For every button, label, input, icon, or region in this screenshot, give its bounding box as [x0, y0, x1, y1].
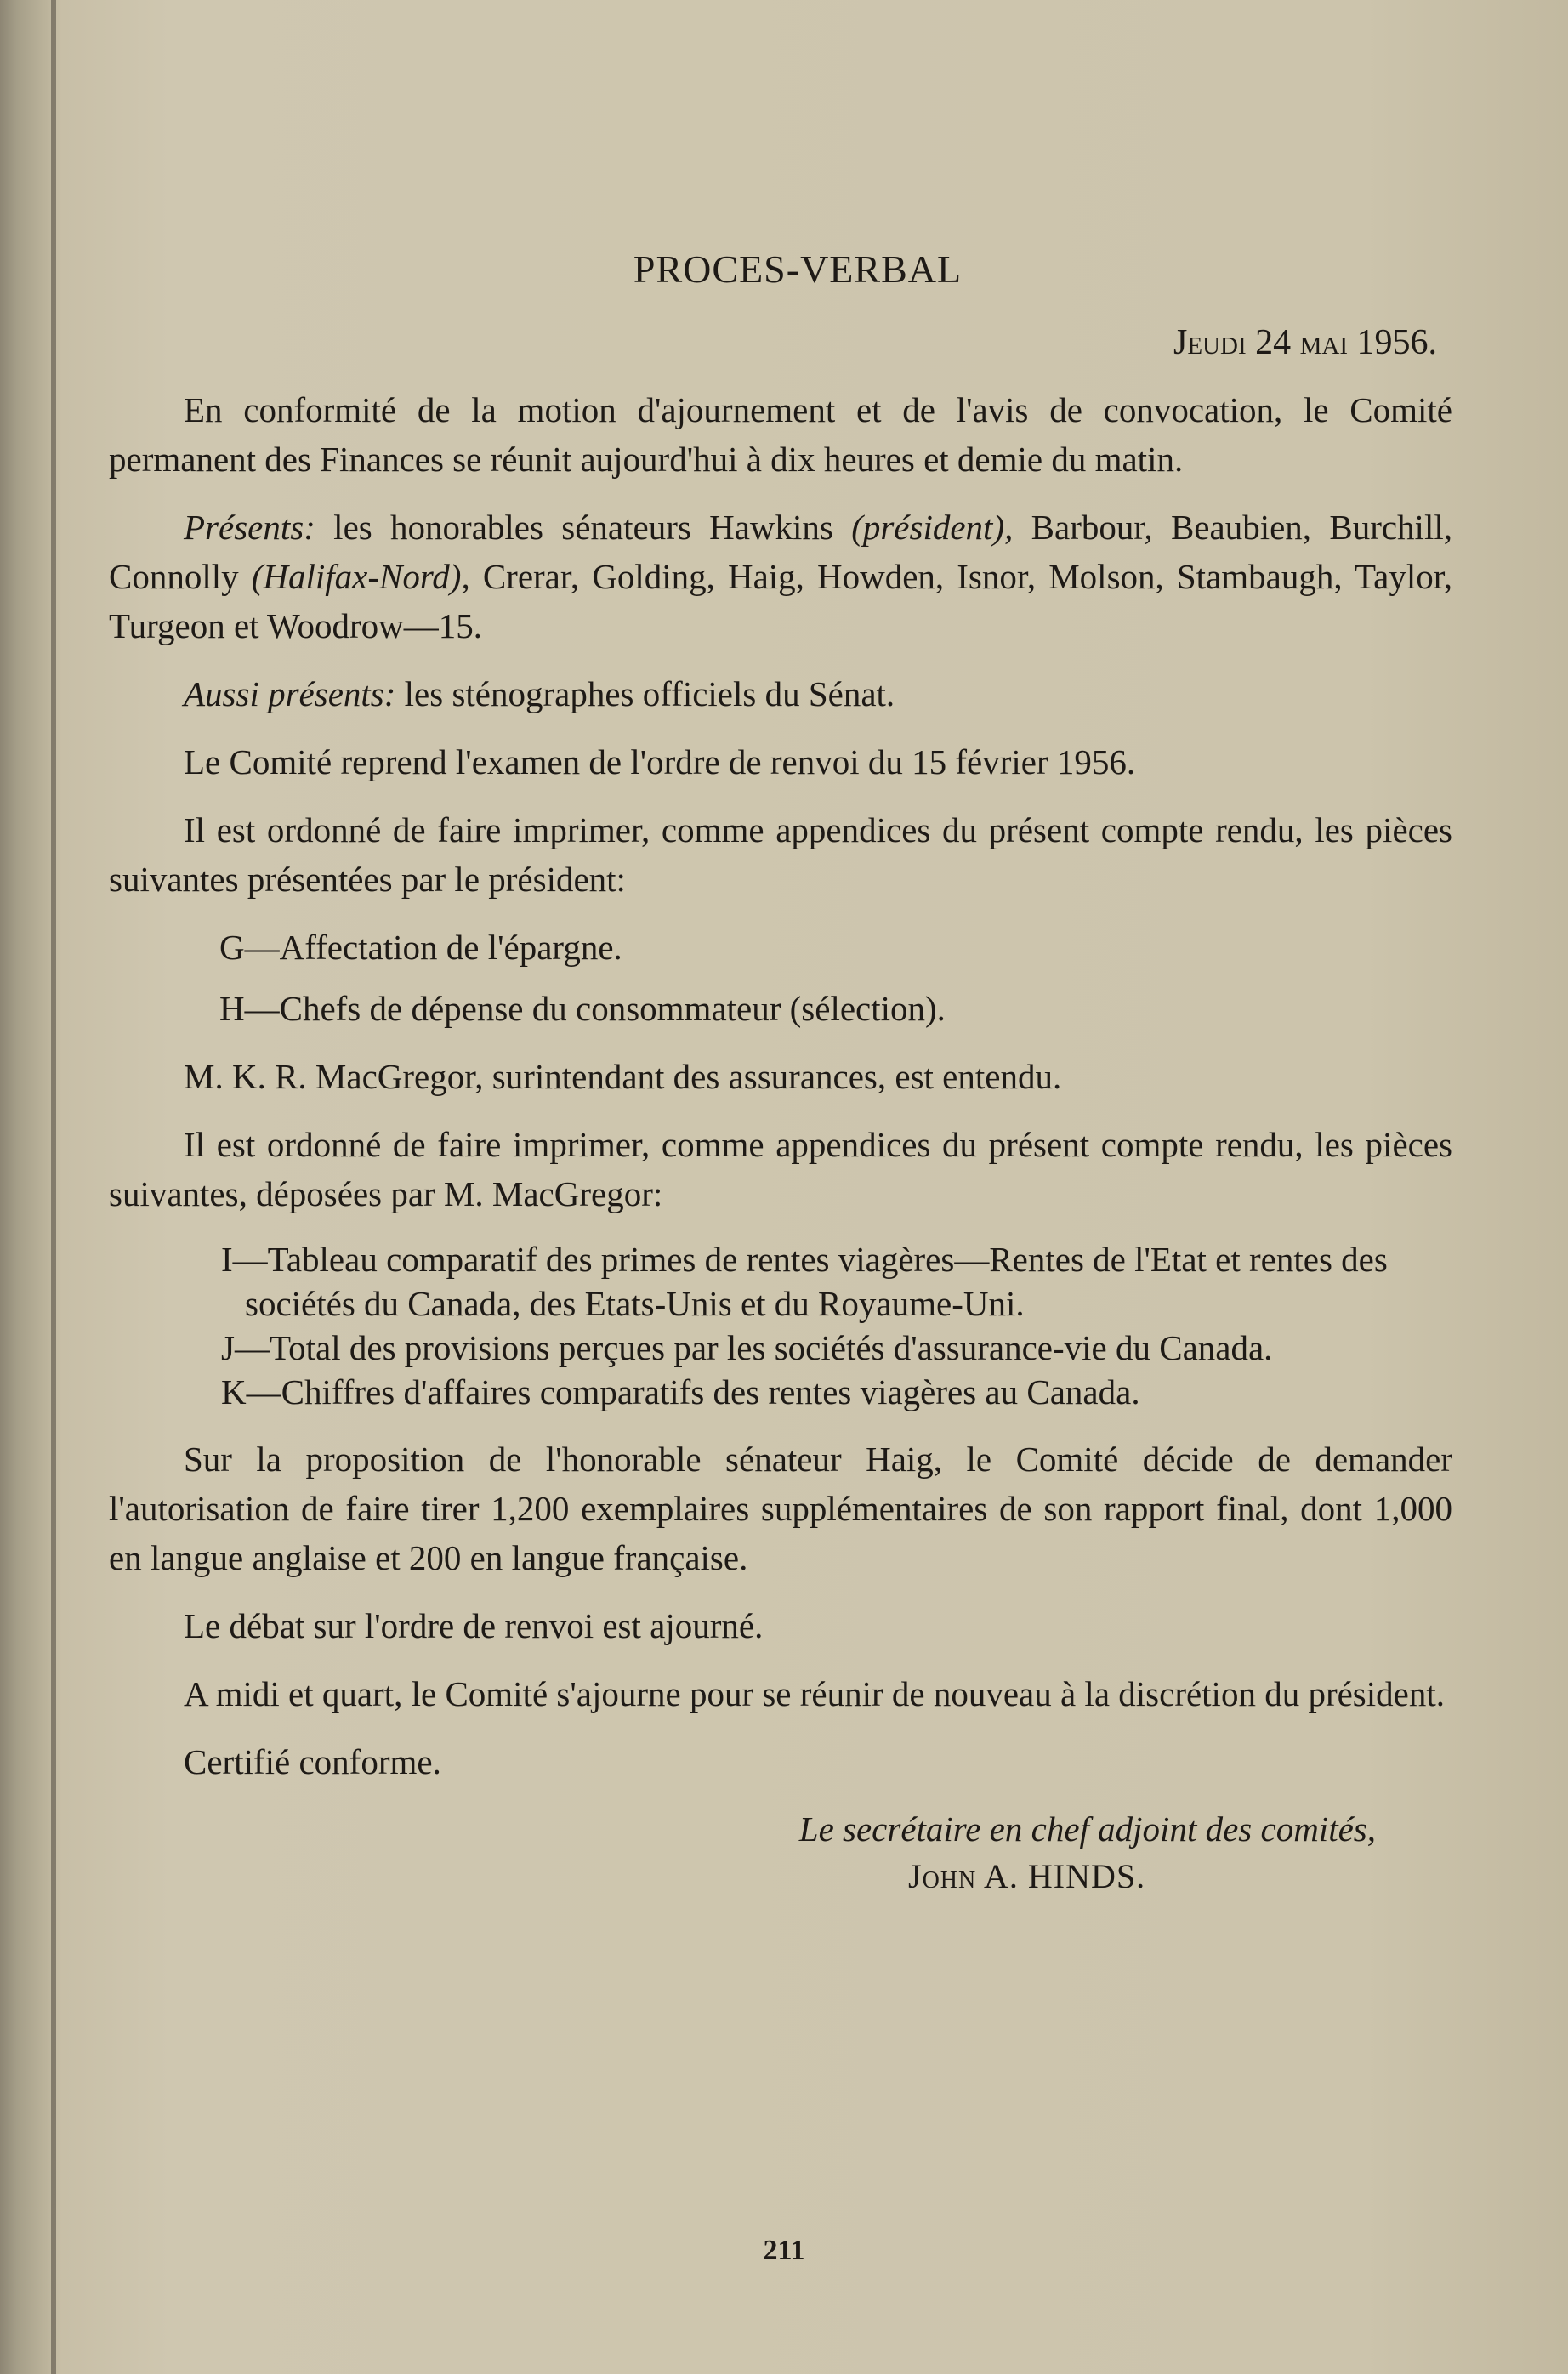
paragraph-print-appendices-president: Il est ordonné de faire imprimer, comme appendices du présent compte rendu, les pièces suivantes présentées par le président:	[109, 810, 1452, 899]
presents-halifax: (Halifax-Nord),	[251, 557, 470, 596]
also-present-label: Aussi présents:	[184, 674, 396, 713]
appendix-item-k: K—Chiffres d'affaires comparatifs des rentes viagères au Canada.	[221, 1372, 1140, 1411]
appendix-item-g: G—Affectation de l'épargne.	[219, 928, 622, 967]
paragraph-print-appendices-macgregor: Il est ordonné de faire imprimer, comme appendices du présent compte rendu, les pièces suivantes, déposées par M. MacGregor:	[109, 1125, 1452, 1213]
presents-text-c: Crerar, Golding, Haig, Howden, Isnor, Molson, Stambaugh, Taylor, Turgeon et Woodrow—15.	[109, 557, 1452, 645]
paragraph-order-of-reference: Le Comité reprend l'examen de l'ordre de renvoi du 15 février 1956.	[184, 742, 1136, 781]
signature-name: John A. HINDS.	[908, 1857, 1146, 1895]
book-binding-line	[51, 0, 56, 2374]
paragraph-debate-adjourned: Le débat sur l'ordre de renvoi est ajourné.	[184, 1606, 764, 1645]
appendix-item-h: H—Chefs de dépense du consommateur (sélection).	[219, 989, 946, 1028]
also-present-text: les sténographes officiels du Sénat.	[395, 674, 895, 713]
paragraph-adjournment: A midi et quart, le Comité s'ajourne pour se réunir de nouveau à la discrétion du président.	[184, 1674, 1445, 1713]
paragraph-additional-copies: Sur la proposition de l'honorable sénateur Haig, le Comité décide de demander l'autorisation de faire tirer 1,200 exemplaires supplémentaires de son rapport final, dont 1,000 en langue anglaise et 200 en langue française.	[109, 1440, 1452, 1577]
presents-text-b: Barbour, Beaubien, Burchill, Connolly	[109, 508, 1452, 596]
document-body	[109, 247, 1452, 1900]
signature-role-text: Le secrétaire en chef adjoint des comités,	[798, 1809, 1376, 1849]
paragraph-witness: M. K. R. MacGregor, surintendant des assurances, est entendu.	[184, 1057, 1062, 1096]
paragraph-certified: Certifié conforme.	[184, 1742, 441, 1781]
presents-president: (président),	[851, 508, 1014, 547]
paragraph-convocation: En conformité de la motion d'ajournement et de l'avis de convocation, le Comité permanent des Finances se réunit aujourd'hui à dix heures et demie du matin.	[109, 390, 1452, 479]
appendix-item-j: J—Total des provisions perçues par les sociétés d'assurance-vie du Canada.	[221, 1328, 1273, 1367]
page-number: 211	[763, 2235, 805, 2266]
appendix-list-macgregor	[109, 1237, 1452, 1414]
paragraph-presents	[109, 503, 1452, 650]
meeting-date: Jeudi 24 mai 1956.	[1173, 323, 1437, 362]
signature-role	[109, 1805, 1452, 1853]
paragraph-also-present	[109, 669, 1452, 718]
presents-label: Présents:	[184, 508, 315, 547]
appendix-item-i: I—Tableau comparatif des primes de rentes viagères—Rentes de l'Etat et rentes des sociétés du Canada, des Etats-Unis et du Royaume-Uni.	[221, 1240, 1388, 1323]
presents-text-a: les honorables sénateurs Hawkins	[315, 508, 852, 547]
page-title: PROCES-VERBAL	[633, 247, 963, 291]
